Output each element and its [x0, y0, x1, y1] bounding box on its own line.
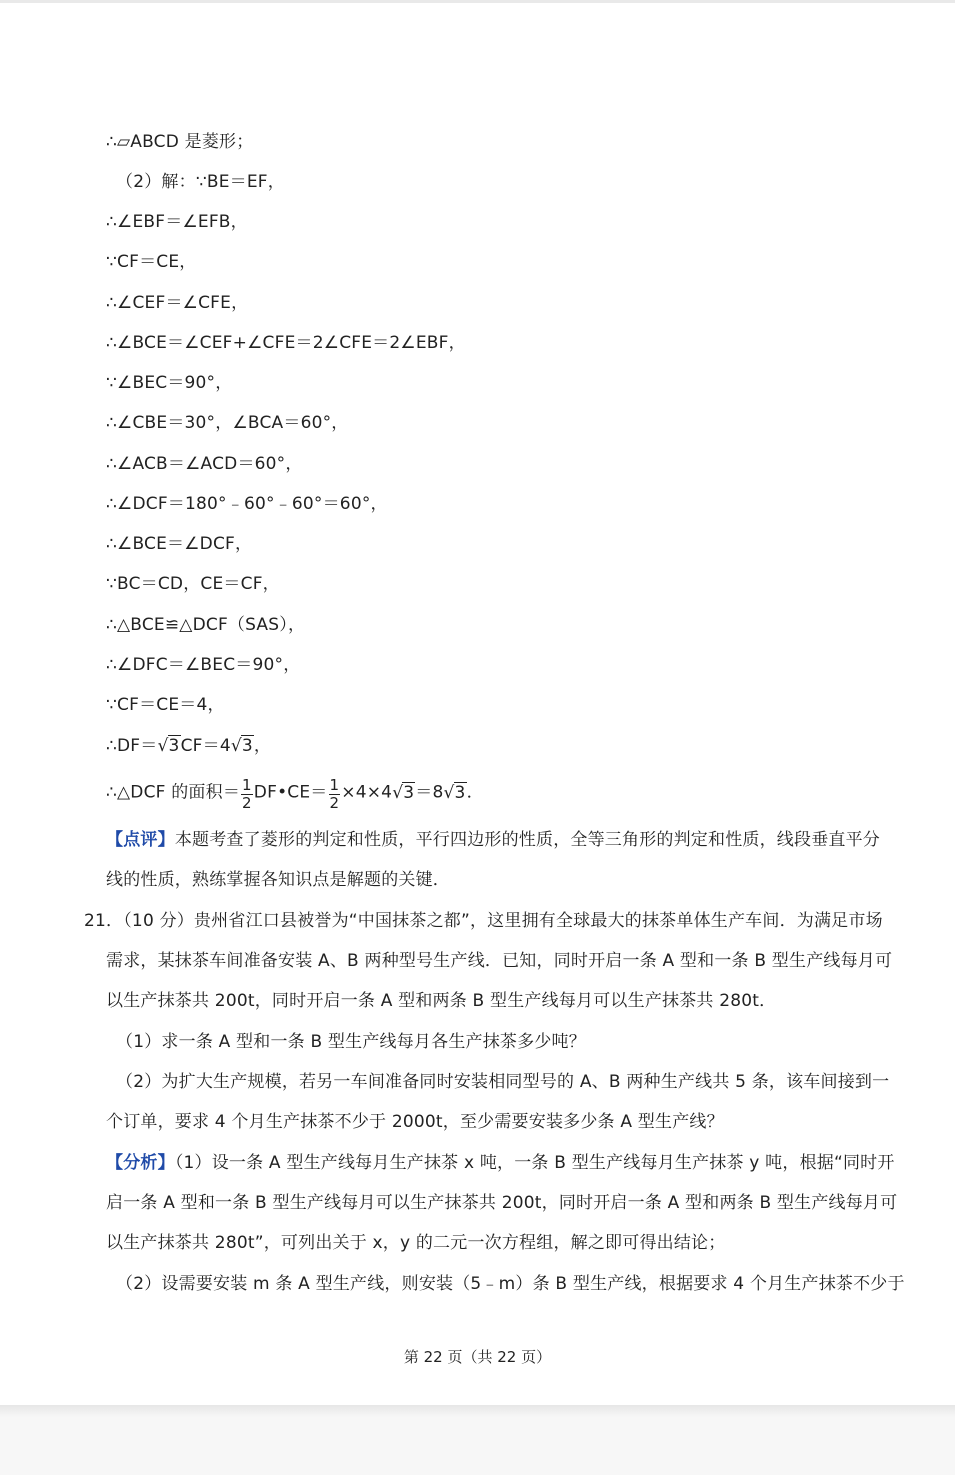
numerator: 1: [329, 776, 340, 794]
solution-line: ∴∠CBE＝30°，∠BCA＝60°，: [106, 413, 349, 433]
question-line: 以生产抹茶共 200t，同时开启一条 A 型和两条 B 型生产线每月可以生产抹茶共 280t．: [106, 991, 777, 1011]
analysis-line: [106, 1152, 895, 1174]
area-formula-line: [106, 775, 484, 810]
analysis-text: （1）设一条 A 型生产线每月生产抹茶 x 吨，一条 B 型生产线每月生产抹茶 y 吨，根据“同时开: [174, 1153, 895, 1173]
sqrt-symbol: √3: [392, 782, 415, 803]
question-line: （2）为扩大生产规模，若另一车间准备同时安装相同型号的 A、B 两种生产线共 5 条，该车间接到一: [116, 1072, 890, 1092]
radicand: 3: [241, 736, 253, 756]
comment-text: 本题考查了菱形的判定和性质，平行四边形的性质，全等三角形的判定和性质，线段垂直平分: [174, 830, 881, 850]
df-formula-line: [106, 735, 271, 757]
text: ∴DF＝: [106, 736, 158, 756]
solution-line: ∴∠DFC＝∠BEC＝90°，: [106, 655, 301, 675]
comment-line: 线的性质，熟练掌握各知识点是解题的关键．: [106, 870, 450, 890]
radicand: 3: [454, 782, 466, 803]
text: ＝8: [415, 782, 444, 803]
denominator: 2: [329, 794, 340, 812]
fraction: [329, 777, 341, 812]
text: DF•CE＝: [253, 782, 328, 803]
sqrt-symbol: √3: [443, 782, 466, 803]
analysis-line: 以生产抹茶共 280t”，可列出关于 x，y 的二元一次方程组，解之即可得出结论；: [106, 1233, 726, 1253]
document-page: [0, 3, 955, 1405]
solution-line: ∵CF＝CE＝4，: [106, 695, 225, 715]
fraction: [241, 777, 253, 812]
solution-line: ∴∠CEF＝∠CFE，: [106, 293, 249, 313]
question-line: （1）求一条 A 型和一条 B 型生产线每月各生产抹茶多少吨？: [116, 1032, 586, 1052]
page-bottom-shade: [0, 1405, 955, 1475]
solution-line: ∵∠BEC＝90°，: [106, 373, 233, 393]
solution-line: ∴∠BCE＝∠CEF+∠CFE＝2∠CFE＝2∠EBF，: [106, 333, 466, 353]
radicand: 3: [403, 782, 415, 803]
sqrt-symbol: √3: [157, 736, 180, 756]
radicand: 3: [168, 736, 180, 756]
solution-line: ∵BC＝CD，CE＝CF，: [106, 574, 280, 594]
comment-tag: 【点评】: [106, 830, 175, 850]
solution-line: ∴∠DCF＝180°﹣60°﹣60°＝60°，: [106, 494, 388, 514]
analysis-line: 启一条 A 型和一条 B 型生产线每月可以生产抹茶共 200t，同时开启一条 A 型和两条 B 型生产线每月可: [106, 1193, 898, 1213]
solution-line: ∴∠BCE＝∠DCF，: [106, 534, 253, 554]
text: CF＝4: [180, 736, 231, 756]
solution-line: ∴▱ABCD 是菱形；: [106, 132, 254, 152]
analysis-tag: 【分析】: [106, 1153, 175, 1173]
denominator: 2: [242, 794, 252, 812]
text: ∴△DCF 的面积＝: [106, 782, 241, 803]
solution-line: ∴△BCE≌△DCF（SAS），: [106, 615, 306, 635]
text: ×4×4: [341, 782, 393, 803]
comment-line: [106, 829, 880, 851]
text: ．: [466, 782, 484, 803]
solution-line: ∴∠ACB＝∠ACD＝60°，: [106, 454, 303, 474]
numerator: 1: [242, 776, 252, 794]
question-line: 个订单，要求 4 个月生产抹茶不少于 2000t，至少需要安装多少条 A 型生产线？: [106, 1112, 724, 1132]
question-line: 需求，某抹茶车间准备安装 A、B 两种型号生产线．已知，同时开启一条 A 型和一条 B 型生产线每月可: [106, 951, 893, 971]
solution-line: ∴∠EBF＝∠EFB，: [106, 212, 248, 232]
question-line: 21．（10 分）贵州省江口县被誉为“中国抹茶之都”，这里拥有全球最大的抹茶单体生产车间．为满足市场: [84, 911, 883, 931]
solution-line: ∵CF＝CE，: [106, 252, 197, 272]
solution-line: （2）解：∵BE＝EF，: [116, 172, 285, 192]
page-number: 第 22 页（共 22 页）: [403, 1348, 552, 1366]
analysis-line: （2）设需要安装 m 条 A 型生产线，则安装（5﹣m）条 B 型生产线，根据要求 4 个月生产抹茶不少于: [116, 1274, 905, 1294]
sqrt-symbol: √3: [230, 736, 253, 756]
text: ，: [253, 736, 272, 756]
